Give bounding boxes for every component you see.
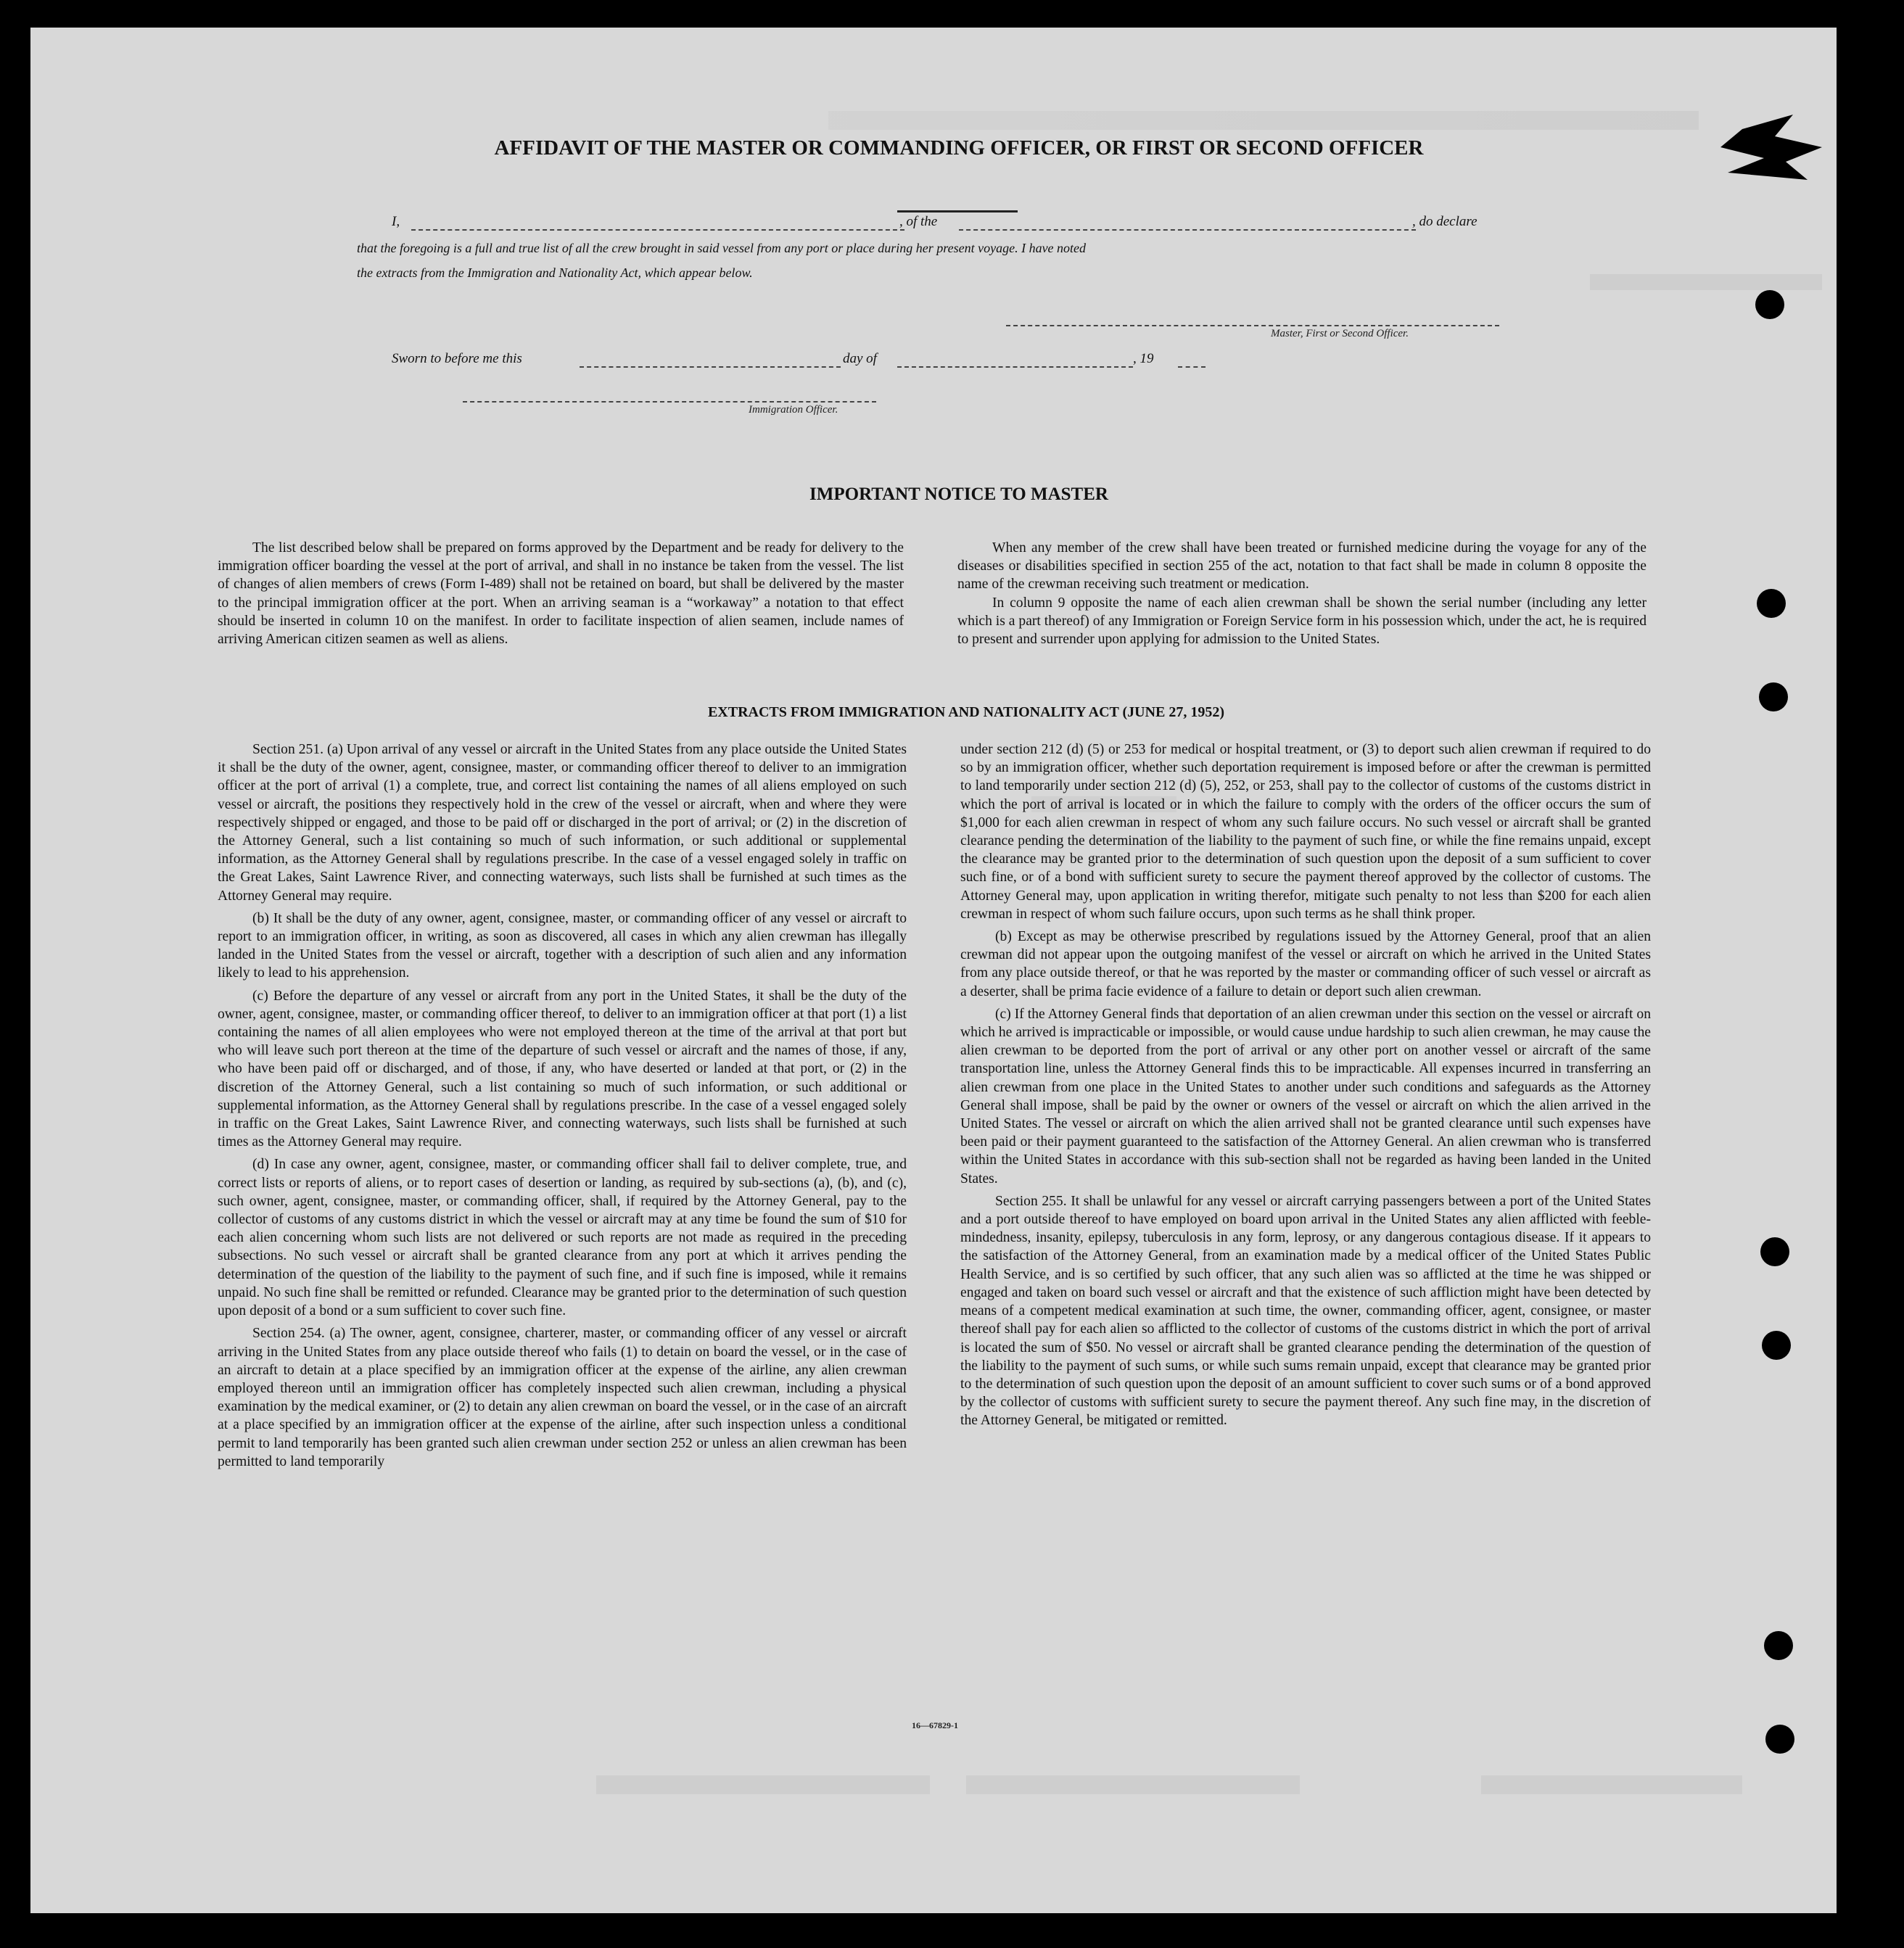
- extracts-title: EXTRACTS FROM IMMIGRATION AND NATIONALITY ACT (JUNE 27, 1952): [707, 704, 1225, 720]
- affidavit-title: AFFIDAVIT OF THE MASTER OR COMMANDING OFFICER, OR FIRST OR SECOND OFFICER: [494, 136, 1424, 160]
- section-254-c: (c) If the Attorney General finds that deportation of an alien crewman under this section on the vessel or aircraft on which he arrived is impracticable or impossible, or would cause undue hardship to such alien crewman, he may cause the alien crewman to be deported from the port of arrival or any other port on another vessel or aircraft of the same transportation line, unless the Attorney General finds this to be impracticable. All expenses incurred in transferring an alien crewman from one place in the United States to another under such conditions and safeguards as the Attorney General shall impose, shall be paid by the owner or owners of the vessel or aircraft on which the alien arrived in the United States. The vessel or aircraft on which the alien arrived shall not be granted clearance until such expenses have been paid or their payment guaranteed to the satisfaction of the Attorney General. An alien crewman who is transferred within the United States in accordance with this sub-section shall not be regarded as having been landed in the United States.: [960, 1006, 1651, 1186]
- bleed-through-mark: [1481, 1775, 1742, 1794]
- master-signature-caption: Master, First or Second Officer.: [1271, 328, 1409, 339]
- master-signature-line[interactable]: [1006, 325, 1499, 326]
- sworn-day-of-label: day of: [843, 351, 877, 366]
- sworn-year-label: , 19: [1133, 351, 1154, 366]
- sworn-day-line[interactable]: [580, 366, 841, 368]
- sworn-year-line[interactable]: [1178, 366, 1206, 368]
- affidavit-line-2: that the foregoing is a full and true list of all the crew brought in said vessel from any port or place during her present voyage. I have noted: [357, 241, 1087, 255]
- section-254-a-continued: under section 212 (d) (5) or 253 for medical or hospital treatment, or (3) to deport such alien crewman if required to do so by an immigration officer, whether such deportation requirement is imposed before or after the crewman is permitted to land temporarily under section 212 (d) (5), 252, or 253, shall pay to the collector of customs of the customs district in which the port of arrival is located or in which the failure to comply with the orders of the officer occurs the sum of $1,000 for each alien crewman in respect of whom any such failure occurs. No such vessel or aircraft shall be granted clearance pending the determination of the liability to the payment of such fine, or while the fine remains unpaid, except the clearance may be granted prior to the determination of such question upon the deposit of a sum sufficient to cover such fine, or of a bond with sufficient surety to secure the payment thereof approved by the collector of customs. The Attorney General may, upon application in writing therefor, mitigate such penalty to not less than $200 for each alien crewman in respect of whom such failure occurs, upon such terms as he shall think proper.: [960, 742, 1651, 922]
- punch-hole: [1764, 1631, 1793, 1660]
- section-251-b: (b) It shall be the duty of any owner, agent, consignee, master, or commanding officer of any vessel or aircraft to report to an immigration officer, in writing, as soon as discovered, all cases in which any alien crewman has illegally landed in the United States from the vessel or aircraft, together with a description of such alien and any information likely to lead to his apprehension.: [218, 910, 907, 981]
- section-251-c: (c) Before the departure of any vessel or aircraft from any port in the United States, it shall be the duty of the owner, agent, consignee, master, or commanding officer thereof, to deliver to an immigration officer at that port (1) a list containing the names of all alien employees who were not employed thereon at the time of the arrival at that port but who will leave such port thereon at the time of the departure of such vessel or aircraft and the names of those, if any, who have been paid off or discharged, and of those, if any, who have deserted or landed at that port, or (2) in the discretion of the Attorney General, such a list containing so much of such information, or such additional or supplemental information, as the Attorney General shall by regulations prescribe. In the case of a vessel engaged solely in traffic on the Great Lakes, Saint Lawrence River, and connecting waterways, such lists shall be furnished at such times as the Attorney General may require.: [218, 988, 907, 1150]
- notice-left-column: [218, 539, 904, 648]
- punch-hole: [1755, 290, 1784, 319]
- bleed-through-mark: [1590, 274, 1822, 290]
- notice-left-paragraph: The list described below shall be prepared on forms approved by the Department and be ready for delivery to the immigration officer boarding the vessel at the port of arrival, and shall in no instance be taken from the vessel. The list of changes of alien members of crews (Form I-489) shall not be retained on board, but shall be delivered by the master to the principal immigration officer at the port. When an arriving seaman is a “workaway” a notation to that effect should be inserted in column 10 on the manifest. In order to facilitate inspection of alien seamen, include names of arriving American citizen seamen as well as aliens.: [218, 540, 904, 648]
- vessel-name-line[interactable]: [959, 229, 1416, 231]
- title-rule: [897, 210, 1018, 212]
- punch-hole: [1765, 1725, 1794, 1754]
- sworn-label: Sworn to before me this: [392, 351, 522, 366]
- extracts-right-column: [960, 740, 1651, 1430]
- affidavit-of-the-label: , of the: [899, 214, 938, 229]
- extracts-left-column: [218, 740, 907, 1471]
- section-254-b: (b) Except as may be otherwise prescribed by regulations issued by the Attorney General, proof that an alien crewman did not appear upon the outgoing manifest of the vessel or aircraft on which he arrived in the United States from any place outside thereof, or that he was reported by the master or commanding officer of such vessel or aircraft as a deserter, shall be prima facie evidence of a failure to detain or deport such alien crewman.: [960, 929, 1651, 999]
- punch-hole: [1762, 1331, 1791, 1360]
- notice-right-paragraph-1: When any member of the crew shall have been treated or furnished medicine during the voyage for any of the diseases or disabilities specified in section 255 of the act, notation to that fact shall be made in column 8 opposite the name of the crewman receiving such treatment or medication.: [957, 540, 1647, 593]
- officer-name-line[interactable]: [411, 229, 904, 231]
- notice-title: IMPORTANT NOTICE TO MASTER: [809, 484, 1108, 504]
- notice-right-column: [957, 539, 1647, 648]
- affidavit-line-3: the extracts from the Immigration and Nationality Act, which appear below.: [357, 265, 753, 280]
- bleed-through-mark: [966, 1775, 1300, 1794]
- section-254-a: Section 254. (a) The owner, agent, consignee, charterer, master, or commanding officer of any vessel or aircraft arriving in the United States from any place outside thereof who fails (1) to detain on board the vessel, or in the case of an aircraft to detain at a place specified by an immigration officer at the expense of the airline, any alien crewman employed thereon until an immigration officer has completely inspected such alien crewman, including a physical examination by the medical examiner, or (2) to detain any alien crewman on board the vessel, or in the case of an aircraft at a place specified by an immigration officer at the expense of the airline, after such inspection unless a conditional permit to land temporarily has been granted such alien crewman under section 252 or unless an alien crewman has been permitted to land temporarily: [218, 1326, 907, 1469]
- immigration-officer-caption: Immigration Officer.: [749, 404, 838, 416]
- section-255: Section 255. It shall be unlawful for any vessel or aircraft carrying passengers between a port of the United States and a port outside thereof to have employed on board upon arrival in the United States any alien afflicted with feeble-mindedness, insanity, epilepsy, tuberculosis in any form, leprosy, or any dangerous contagious disease. If it appears to the satisfaction of the Attorney General, from an examination made by a medical officer of the United States Public Health Service, and is so certified by such officer, that any such alien was so afflicted at the time he was shipped or engaged and taken on board such vessel or aircraft and that the existence of such affliction might have been detected by means of a competent medical examination at such time, the owner, commanding officer, agent, consignee, or master thereof shall pay for each alien so afflicted to the collector of customs of the customs district in which the port of arrival is located the sum of $50. No vessel or aircraft shall be granted clearance pending the determination of the question of the liability to the payment of such sums, or while such sums remain unpaid, except that clearance may be granted prior to the determination of such question upon the deposit of an amount sufficient to cover such sums or of a bond approved by the collector of customs with sufficient surety to secure the payment thereof. Any such fine may, in the discretion of the Attorney General, be mitigated or remitted.: [960, 1193, 1651, 1429]
- sworn-month-line[interactable]: [897, 366, 1133, 368]
- immigration-officer-signature-line[interactable]: [463, 401, 876, 403]
- bleed-through-mark: [828, 111, 1699, 130]
- affidavit-declare-label: , do declare: [1412, 214, 1478, 229]
- punch-hole: [1757, 589, 1786, 618]
- affidavit-i-label: I,: [392, 214, 400, 229]
- form-number: 16—67829-1: [912, 1720, 958, 1730]
- bleed-through-mark: [596, 1775, 930, 1794]
- section-251-a: Section 251. (a) Upon arrival of any vessel or aircraft in the United States from any place outside the United States it shall be the duty of the owner, agent, consignee, master, or commanding officer thereof to deliver to an immigration officer at the port of arrival (1) a complete, true, and correct list containing the names of all aliens employed on such vessel or aircraft, the positions they respectively hold in the crew of the vessel or aircraft, when and where they were respectively shipped or engaged, and those to be paid off or discharged in the port of arrival; or (2) in the discretion of the Attorney General, such a list containing so much of such information, or such additional or supplemental information, as the Attorney General shall by regulations prescribe. In the case of a vessel engaged solely in traffic on the Great Lakes, Saint Lawrence River, and connecting waterways, such lists shall be furnished at such times as the Attorney General may require.: [218, 742, 907, 904]
- notice-right-paragraph-2: In column 9 opposite the name of each alien crewman shall be shown the serial number (including any letter which is a part thereof) of any Immigration or Foreign Service form in his possession which, under the act, he is required to present and surrender upon applying for admission to the United States.: [957, 595, 1647, 648]
- section-251-d: (d) In case any owner, agent, consignee, master, or commanding officer shall fail to deliver complete, true, and correct lists or reports of aliens, or to report cases of desertion or landing, as required by sub-sections (a), (b), and (c), such owner, agent, consignee, master, or commanding officer, shall, if required by the Attorney General, pay to the collector of customs of any customs district in which the vessel or aircraft may at any time be found the sum of $10 for each alien concerning whom such lists are not delivered or such reports are not made as required in the preceding subsections. No such vessel or aircraft shall be granted clearance from any port at which it arrives pending the determination of the question of the liability to the payment of such fine, and if such fine is imposed, while it remains unpaid. No such fine shall be remitted or refunded. Clearance may be granted prior to the determination of such question upon deposit of a bond or a sum sufficient to cover such fine.: [218, 1157, 907, 1319]
- document-page: [30, 28, 1837, 1913]
- punch-hole: [1760, 1237, 1789, 1266]
